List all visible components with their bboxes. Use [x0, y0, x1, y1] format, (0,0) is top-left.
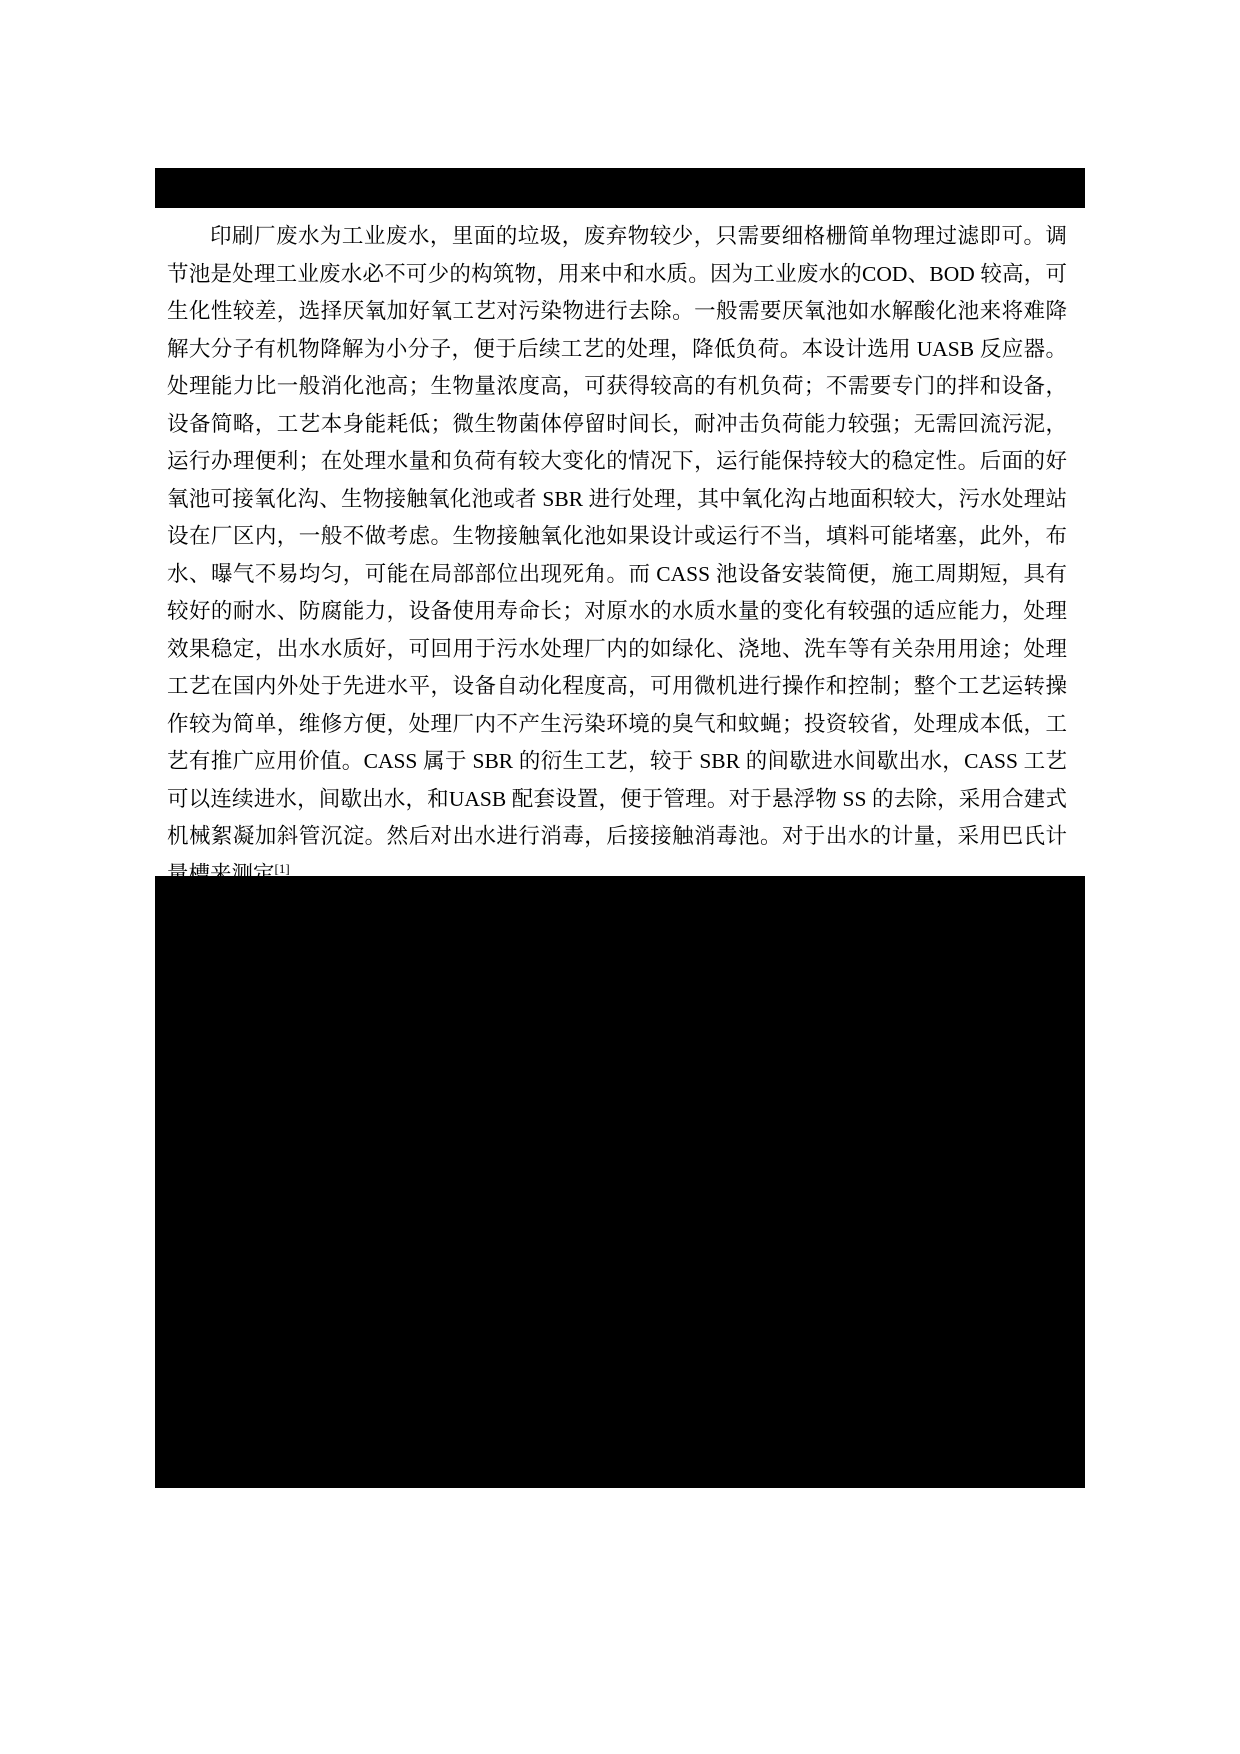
footnote-reference: [1] — [274, 860, 290, 876]
document-content-frame — [155, 168, 1085, 1488]
text-block — [155, 208, 1085, 886]
paragraph-terminator: 。 — [289, 861, 312, 886]
paragraph-text: 印刷厂废水为工业废水，里面的垃圾，废弃物较少，只需要细格栅简单物理过滤即可。调节池是处理工业废水必不可少的构筑物，用来中和水质。因为工业废水的COD、BOD 较高，可生化性较差，选择厌氧加好氧工艺对污染物进行去除。一般需要厌氧池如水解酸化池来将难降解大分子有机物降解为小分子，便于后续工艺的处理，降低负荷。本设计选用 UASB 反应器。处理能力比一般消化池高；生物量浓度高，可获得较高的有机负荷；不需要专门的拌和设备，设备简略，工艺本身能耗低；微生物菌体停留时间长，耐冲击负荷能力较强；无需回流污泥，运行办理便利；在处理水量和负荷有较大变化的情况下，运行能保持较大的稳定性。后面的好氧池可接氧化沟、生物接触氧化池或者 SBR 进行处理，其中氧化沟占地面积较大，污水处理站设在厂区内，一般不做考虑。生物接触氧化池如果设计或运行不当，填料可能堵塞，此外，布水、曝气不易均匀，可能在局部部位出现死角。而 CASS 池设备安装简便，施工周期短，具有较好的耐水、防腐能力，设备使用寿命长；对原水的水质水量的变化有较强的适应能力，处理效果稳定，出水水质好，可回用于污水处理厂内的如绿化、浇地、洗车等有关杂用用途；处理工艺在国内外处于先进水平，设备自动化程度高，可用微机进行操作和控制；整个工艺运转操作较为简单，维修方便，处理厂内不产生污染环境的臭气和蚊蝇；投资较省，处理成本低，工艺有推广应用价值。CASS 属于 SBR 的衍生工艺，较于 SBR 的间歇进水间歇出水，CASS 工艺可以连续进水，间歇出水，和UASB 配套设置，便于管理。对于悬浮物 SS 的去除，采用合建式机械絮凝加斜管沉淀。然后对出水进行消毒，后接接触消毒池。对于出水的计量，采用巴氏计量槽来测定 — [167, 224, 1067, 886]
body-paragraph — [167, 218, 1067, 893]
